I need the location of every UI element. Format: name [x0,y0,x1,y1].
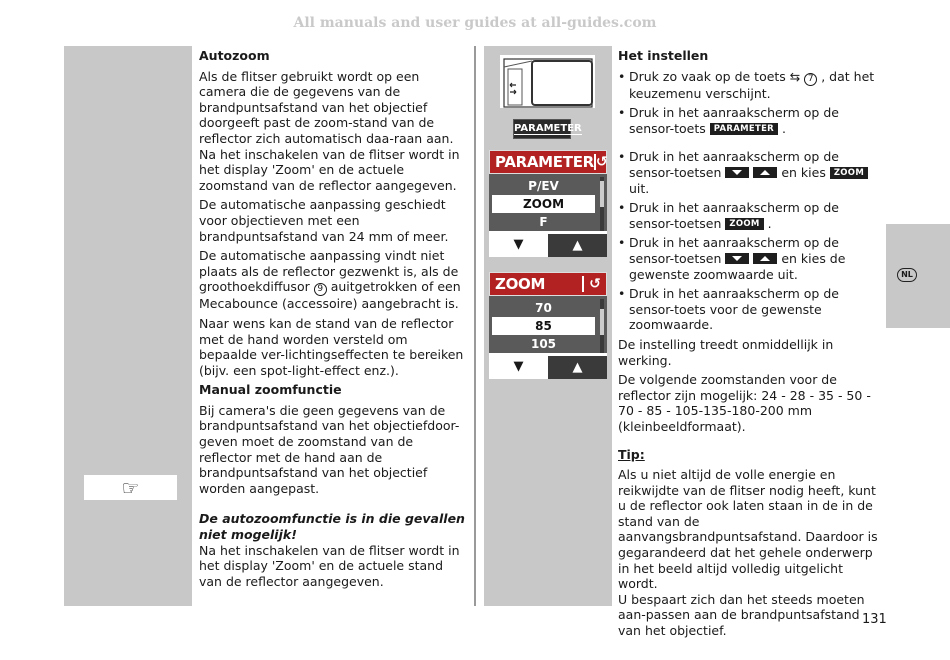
language-badge: NL [897,268,917,282]
step-4: • Druk in het aanraakscherm op de sensor-toetsen ZOOM . [618,200,839,231]
menu-item-85[interactable]: 85 [492,317,595,335]
instellen-paragraph-2: De volgende zoomstanden voor de reflector zijn mogelijk: 24 - 28 - 35 - 50 - 70 - 85 - 105-135-180-200 mm (kleinbeeldformaat). [618,372,871,434]
zoom-key: ZOOM [725,218,763,230]
parameter-key-illustration: PARAMETER [513,119,571,139]
zoom-key: ZOOM [830,167,868,179]
left-margin-column [64,46,192,606]
manual-zoom-heading: Manual zoomfunctie [199,382,342,398]
down-arrow-key-icon [725,167,749,178]
instellen-paragraph-1: De instelling treedt onmiddellijk in werking. [618,336,834,368]
autozoom-paragraph-2: De automatische aanpassing geschiedt voor objectieven met een brandpuntsafstand van 24 mm of meer. [199,197,449,244]
step-6: • Druk in het aanraakscherm op de sensor-toets voor de gewenste zoomwaarde. [618,286,839,333]
menu-item-f[interactable]: F [539,215,548,229]
site-banner: All manuals and user guides at all-guides.com [293,15,657,31]
left-text-column [199,48,467,593]
scroll-up-button[interactable]: ▲ [548,231,607,257]
scroll-down-button[interactable]: ▼ [489,231,548,257]
autozoom-paragraph-3: De automatische aanpassing vindt niet plaats als de reflector gezwenkt is, als de groothoekdiffusor 9 auitgetrokken of een Mecabounce (accessoire) aangebracht is. [199,248,461,312]
tip-paragraph: Als u niet altijd de volle energie en reikwijdte van de flitser nodig heeft, kunt u de reflector ook laten staan in de in de stand van de aanvangsbrandpuntsafstand. Daardoor is gegarandeerd dat het gehele onderwerp in het beeld altijd volledig uitgelicht wordt. [618,467,878,592]
scroll-down-button[interactable]: ▼ [489,353,548,379]
up-arrow-key-icon [753,253,777,264]
right-text-column [618,48,886,639]
language-tab [886,224,950,328]
zoom-menu-title: ZOOM [495,275,546,293]
column-divider [474,46,476,606]
back-icon[interactable]: ↺ [582,276,606,292]
page-number: 131 [862,612,887,627]
menu-scrollbar[interactable] [600,177,604,231]
menu-scrollbar[interactable] [600,299,604,353]
instellen-heading: Het instellen [618,48,709,63]
parameter-menu-list [489,174,607,231]
menu-item-70[interactable]: 70 [535,301,552,315]
circled-number-7: 7 [804,73,817,86]
autozoom-heading: Autozoom [199,48,270,63]
zoom-menu-screen [489,272,607,379]
menu-item-pev[interactable]: P/EV [528,179,559,193]
step-3: • Druk in het aanraakscherm op de sensor-toetsen en kies ZOOM uit. [618,149,886,196]
circled-number-9: 9 [314,283,327,296]
step-1: • Druk zo vaak op de toets ⇆ 7 , dat het keuzemenu verschijnt. [618,68,875,101]
note-bold-italic: De autozoomfunctie is in die gevallen niet mogelijk! [199,511,465,543]
manual-zoom-paragraph-2: Na het inschakelen van de flitser wordt in het display 'Zoom' en de actuele stand van de reflector aangegeven. [199,542,460,589]
zoom-menu-list [489,296,607,353]
parameter-key: PARAMETER [710,123,778,135]
flash-unit-drawing [500,55,595,108]
scroll-up-button[interactable]: ▲ [548,353,607,379]
parameter-menu-screen [489,150,607,257]
back-icon[interactable]: ↺ [595,154,608,170]
mode-switch-icon: ⇆ [789,68,801,84]
tip-paragraph-2: U bespaart zich dan het steeds moeten aan-passen aan de brandpuntsafstand van het objectief. [618,591,865,638]
step-5: • Druk in het aanraakscherm op de sensor-toetsen en kies de gewenste zoomwaarde uit. [618,235,846,282]
flash-unit-illustration [500,55,595,108]
up-arrow-key-icon [753,167,777,178]
note-hand-icon: ☞ [84,475,177,500]
down-arrow-key-icon [725,253,749,264]
autozoom-paragraph-4: Naar wens kan de stand van de reflector met de hand worden versteld om bepaalde ver-lichtingseffecten te bereiken (bijv. een spot-light-effect enz.). [199,315,464,378]
tip-heading: Tip: [618,447,645,463]
parameter-menu-title: PARAMETER [495,153,594,171]
autozoom-paragraph-1: Als de flitser gebruikt wordt op een camera die de gegevens van de brandpuntsafstand van het objectief doorgeeft past de zoom-stand van de reflector zich automatisch daa-raan aan. Na het inschakelen van de flitser wordt in het display 'Zoom' en de actuele zoomstand van de reflector aangegeven. [199,68,460,193]
menu-item-zoom[interactable]: ZOOM [492,195,595,213]
step-2: • Druk in het aanraakscherm op de sensor-toets PARAMETER . [618,105,839,136]
manual-zoom-paragraph: Bij camera's die geen gegevens van de brandpuntsafstand van het objectiefdoor-geven moet de zoomstand van de reflector met de hand aan de brandpuntsafstand van het objectief worden aangepast. [199,402,460,496]
menu-item-105[interactable]: 105 [530,337,557,351]
